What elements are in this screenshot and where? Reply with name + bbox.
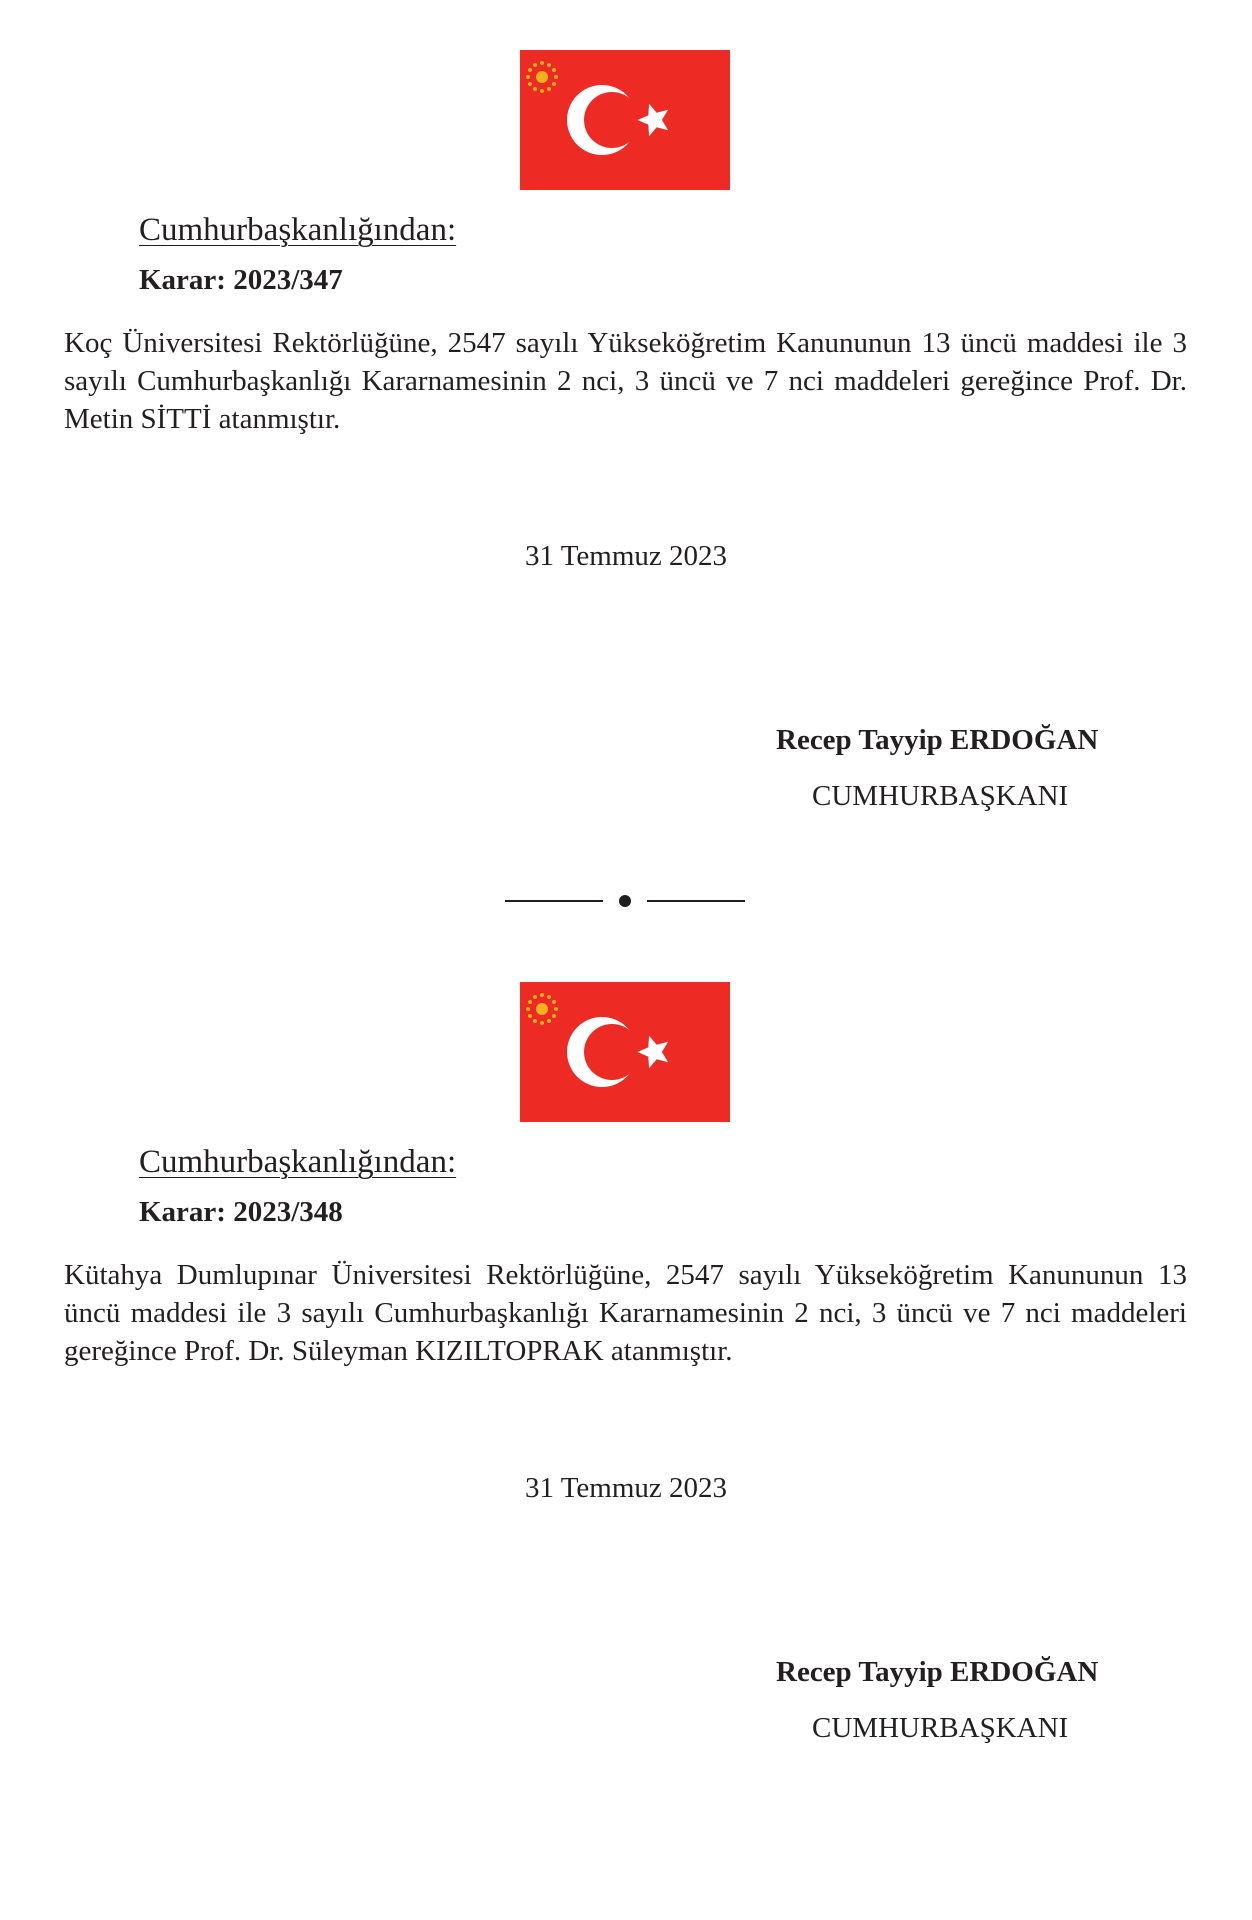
signer-name: Recep Tayyip ERDOĞAN [776, 1656, 1099, 1688]
divider-dot-icon [505, 886, 747, 910]
signer-name: Recep Tayyip ERDOĞAN [776, 724, 1099, 756]
decision-number: Karar: 2023/348 [139, 1196, 343, 1228]
presidential-flag-icon [520, 50, 730, 190]
decision-body: Kütahya Dumlupınar Üniversitesi Rektörlüğüne, 2547 sayılı Yükseköğretim Kanununun 13 üncü maddesi ile 3 sayılı Cumhurbaşkanlığı Kararnamesinin 2 nci, 3 üncü ve 7 nci maddeleri gereğince Prof. Dr. Süleyman KIZILTOPRAK atanmıştır. [64, 1259, 1187, 1367]
issuer-heading: Cumhurbaşkanlığından: [139, 212, 457, 248]
decision-body: Koç Üniversitesi Rektörlüğüne, 2547 sayılı Yükseköğretim Kanununun 13 üncü maddesi ile 3 sayılı Cumhurbaşkanlığı Kararnamesinin 2 nci, 3 üncü ve 7 nci maddeleri gereğince Prof. Dr. Metin SİTTİ atanmıştır. [64, 327, 1187, 435]
decision-date: 31 Temmuz 2023 [524, 1472, 728, 1504]
decision-2023-347 [0, 0, 1252, 930]
signer-title: CUMHURBAŞKANI [812, 780, 1069, 812]
decision-2023-348 [0, 932, 1252, 1862]
signer-title: CUMHURBAŞKANI [812, 1712, 1069, 1744]
issuer-heading: Cumhurbaşkanlığından: [139, 1144, 457, 1180]
decision-number: Karar: 2023/347 [139, 264, 343, 296]
decision-date: 31 Temmuz 2023 [524, 540, 728, 572]
presidential-flag-icon [520, 982, 730, 1122]
